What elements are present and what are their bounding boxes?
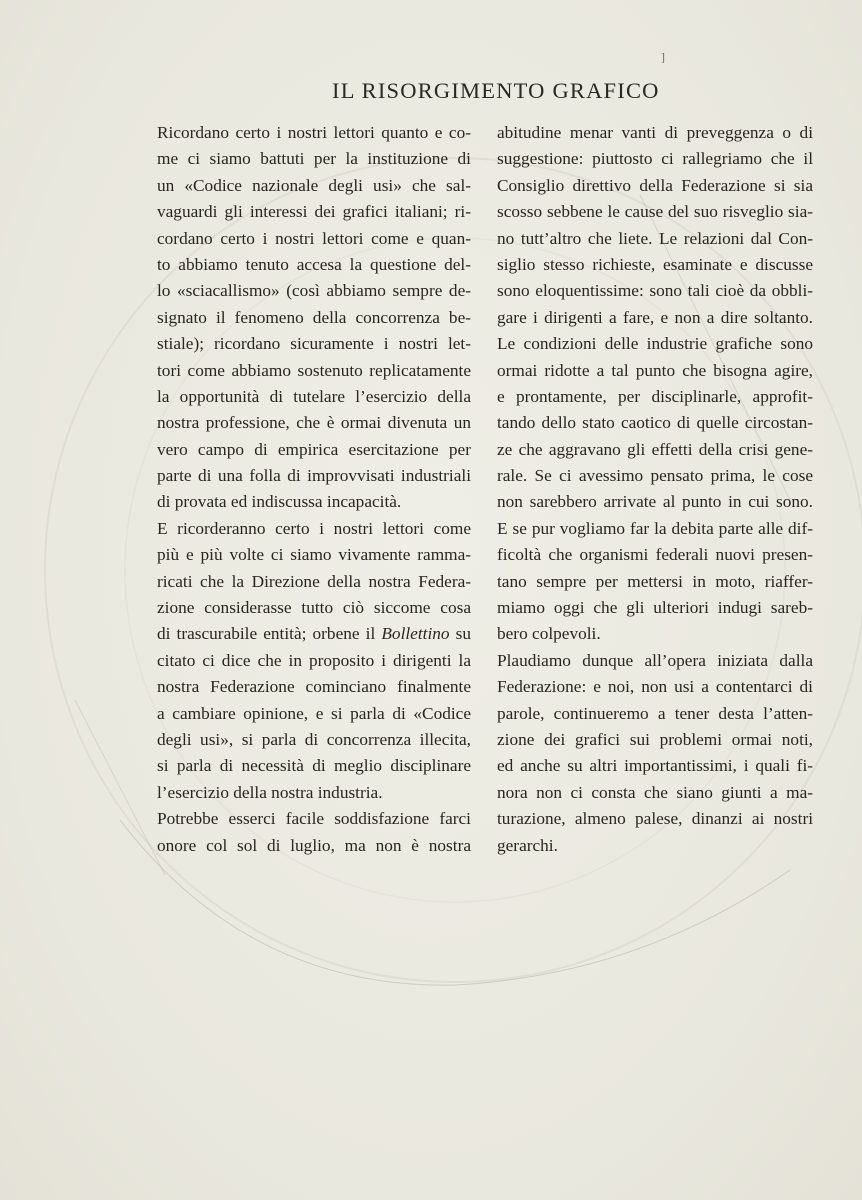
text-segment: su xyxy=(449,624,472,644)
text-line: gerarchi. xyxy=(497,835,558,855)
text-line: rale. Se ci avessimo pensato prima, le cose xyxy=(497,466,813,486)
text-line: E se pur vogliamo far la debita parte alle dif- xyxy=(497,518,813,538)
text-line: nostra professione, che è ormai divenuta un xyxy=(157,413,471,433)
text-line: degli usi», si parla di concorrenza illecita, xyxy=(157,729,471,749)
text-line: bero colpevoli. xyxy=(497,624,601,644)
watermark-diagonal xyxy=(75,700,165,875)
text-line: tori come abbiamo sostenuto replicatamente xyxy=(157,360,471,380)
text-line: abitudine menar vanti di preveggenza o di xyxy=(497,123,813,142)
text-line: ze che aggravano gli effetti della crisi gene- xyxy=(497,439,813,459)
text-line: zione dei grafici sui problemi ormai noti, xyxy=(497,729,813,749)
text-line: signato il fenomeno della concorrenza be- xyxy=(157,307,471,327)
text-line: l’esercizio della nostra industria. xyxy=(157,782,383,802)
text-line: più e più volte ci siamo vivamente ramma- xyxy=(157,545,471,565)
text-line: parte di una folla di improvvisati industriali xyxy=(157,466,471,486)
page-mark: ] xyxy=(661,50,665,64)
text-line: Potrebbe esserci facile soddisfazione farci xyxy=(157,809,471,829)
text-line: miamo oggi che gli ulteriori indugi sareb- xyxy=(497,598,813,618)
text-line: tando dello stato caotico di quelle circostan- xyxy=(497,413,813,433)
text-line: ormai ridotte a tal punto che bisogna agire, xyxy=(497,360,813,380)
italic-title: Bollettino xyxy=(381,624,450,644)
text-line: Federazione: e noi, non usi a contentarci di xyxy=(497,677,813,697)
text-line: nora non ci consta che siano giunti a ma- xyxy=(497,782,813,802)
text-line: non sarebbero arrivate al punto in cui sono. xyxy=(497,492,813,512)
text-line: Ricordano certo i nostri lettori quanto e co- xyxy=(157,123,471,142)
left-column xyxy=(157,120,471,859)
text-line: ed anche su altri importantissimi, i quali fi- xyxy=(497,756,813,776)
text-line: si parla di necessità di meglio disciplinare xyxy=(157,756,471,776)
text-segment: di trascurabile entità; orbene il xyxy=(157,624,382,644)
text-line: e prontamente, per disciplinarle, approfit- xyxy=(497,386,813,406)
text-line: zione considerasse tutto ciò siccome cosa xyxy=(157,598,471,618)
text-line: stiale); ricordano sicuramente i nostri let- xyxy=(157,334,471,354)
text-line: E ricorderanno certo i nostri lettori come xyxy=(157,518,471,538)
text-line: la opportunità di tutelare l’esercizio della xyxy=(157,386,471,406)
text-line: ricati che la Direzione della nostra Federa- xyxy=(157,571,471,591)
text-line: me ci siamo battuti per la instituzione di xyxy=(157,149,471,169)
text-line: sono eloquentissime: sono tali cioè da obbli- xyxy=(497,281,813,301)
text-line: siglio stesso richieste, esaminate e discusse xyxy=(497,254,813,274)
text-line xyxy=(157,621,471,647)
text-line: parole, continueremo a tener desta l’atten- xyxy=(497,703,813,723)
text-line: turazione, almeno palese, dinanzi ai nostri xyxy=(497,809,813,829)
running-head: IL RISORGIMENTO GRAFICO xyxy=(332,78,660,103)
text-line: nostra Federazione cominciano finalmente xyxy=(157,677,471,697)
text-line: no tutt’altro che liete. Le relazioni dal Con- xyxy=(497,228,813,248)
text-line: onore col sol di luglio, ma non è nostra xyxy=(157,835,471,855)
text-line: Plaudiamo dunque all’opera iniziata dalla xyxy=(497,650,813,670)
text-line: citato ci dice che in proposito i dirigenti la xyxy=(157,650,471,670)
text-line: lo «sciacallismo» (così abbiamo sempre de- xyxy=(157,281,471,301)
text-line: un «Codice nazionale degli usi» che sal- xyxy=(157,175,471,195)
text-line: tano sempre per mettersi in moto, riaffer- xyxy=(497,571,813,591)
text-line: vero campo di empirica esercitazione per xyxy=(157,439,471,459)
text-line: Le condizioni delle industrie grafiche sono xyxy=(497,334,813,354)
text-line: Consiglio direttivo della Federazione si sia xyxy=(497,175,813,195)
text-line: ficoltà che organismi federali nuovi presen- xyxy=(497,545,813,565)
text-line: di provata ed indiscussa incapacità. xyxy=(157,492,402,512)
text-line: vaguardi gli interessi dei grafici italiani; ri- xyxy=(157,202,471,222)
text-line: gare i dirigenti a fare, e non a dire soltanto. xyxy=(497,307,813,327)
text-line: suggestione: piuttosto ci rallegriamo che il xyxy=(497,149,813,169)
text-line: cordano certo i nostri lettori come e quan- xyxy=(157,228,471,248)
text-line: scosso sebbene le cause del suo risveglio sia- xyxy=(497,202,813,222)
text-line: a cambiare opinione, e si parla di «Codice xyxy=(157,703,471,723)
right-column xyxy=(497,120,813,859)
text-line: to abbiamo tenuto accesa la questione del- xyxy=(157,254,471,274)
